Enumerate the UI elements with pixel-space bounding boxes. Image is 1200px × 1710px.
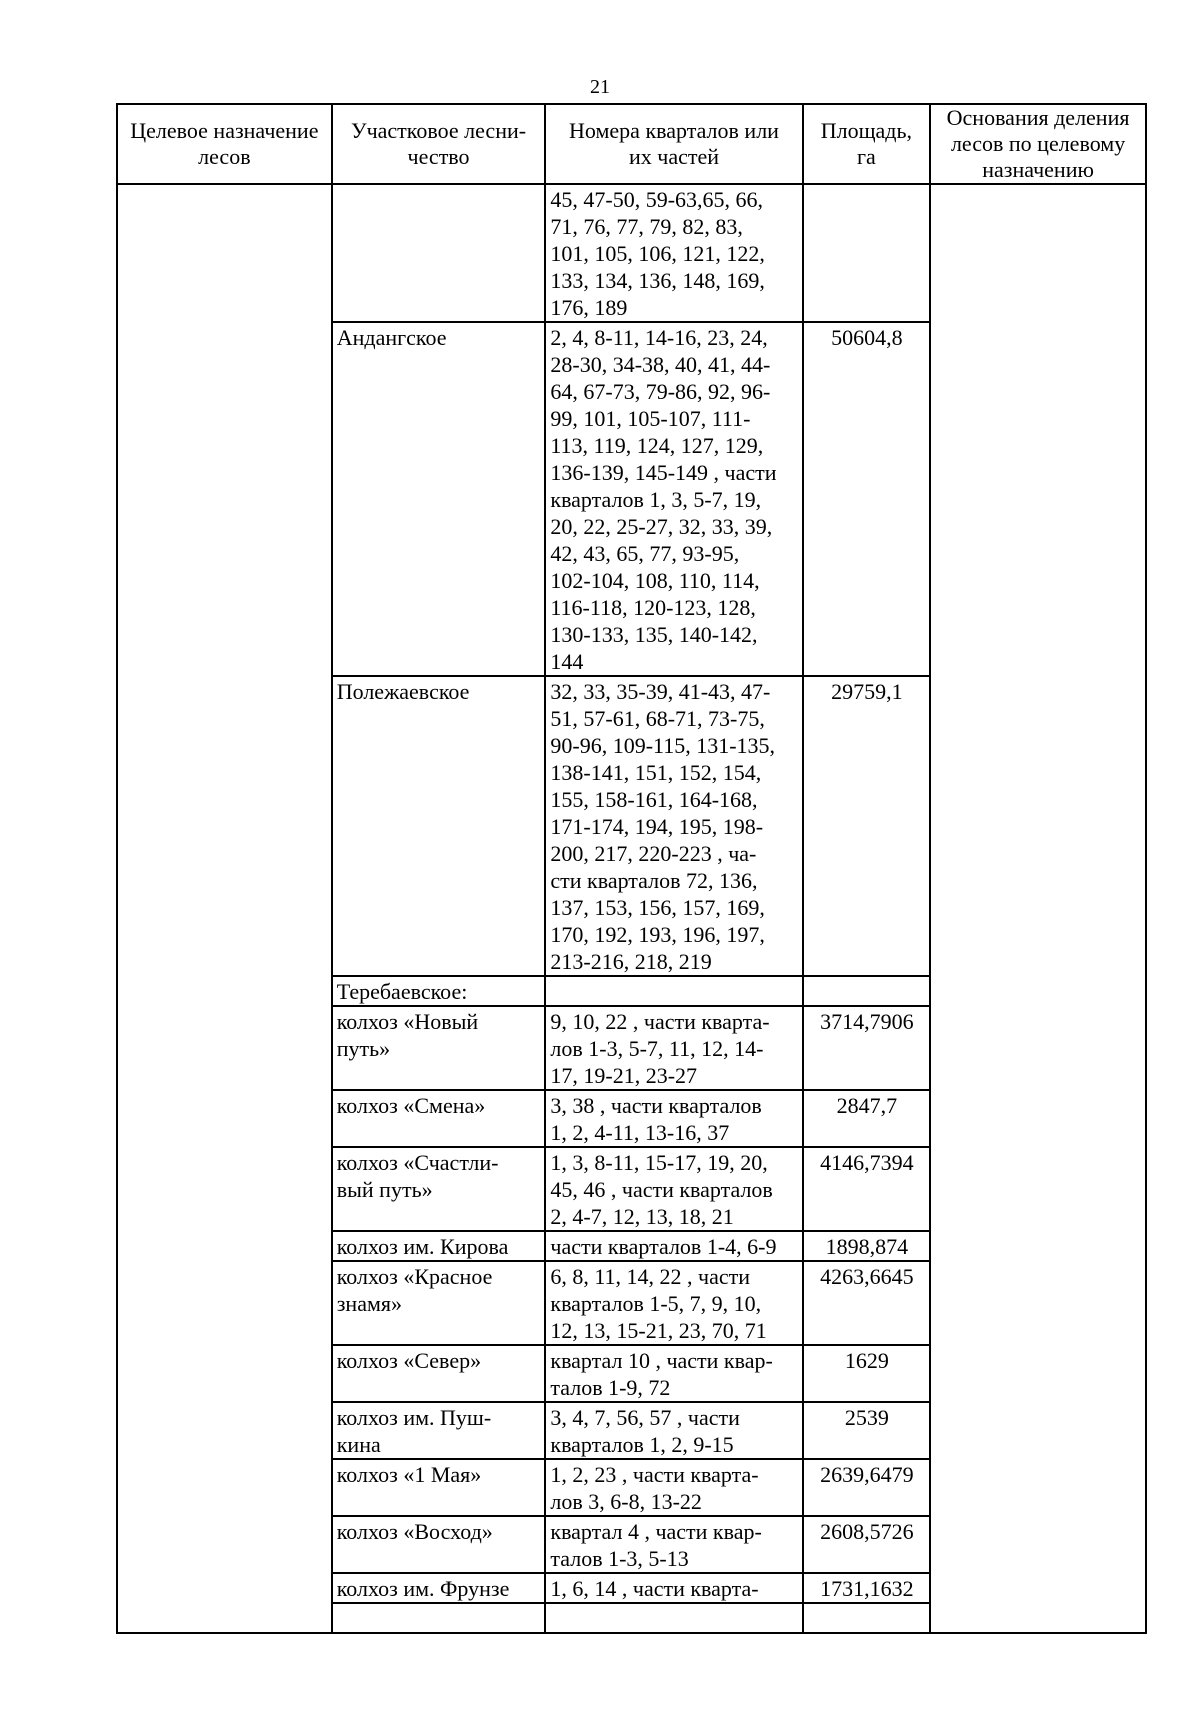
header-quarters: Номера кварталов или их частей (545, 104, 802, 184)
area-cell: 3714,7906 (803, 1006, 931, 1090)
forestry-cell: колхоз «Север» (332, 1345, 546, 1402)
forestry-cell: Полежаевское (332, 676, 546, 976)
quarters-cell: 9, 10, 22 , части кварта- лов 1-3, 5-7, 11, 12, 14- 17, 19-21, 23-27 (545, 1006, 802, 1090)
header-purpose: Целевое назначение лесов (117, 104, 332, 184)
quarters-cell: 1, 3, 8-11, 15-17, 19, 20, 45, 46 , части кварталов 2, 4-7, 12, 13, 18, 21 (545, 1147, 802, 1231)
page-number: 21 (590, 76, 610, 98)
basis-cell (930, 184, 1146, 1633)
area-cell (803, 184, 931, 322)
forest-purpose-table (116, 103, 1147, 1634)
forestry-cell: Теребаевское: (332, 976, 546, 1006)
quarters-cell: квартал 10 , части квар- талов 1-9, 72 (545, 1345, 802, 1402)
quarters-cell: квартал 4 , части квар- талов 1-3, 5-13 (545, 1516, 802, 1573)
area-cell: 4146,7394 (803, 1147, 931, 1231)
forestry-cell: колхоз «1 Мая» (332, 1459, 546, 1516)
forestry-cell: колхоз «Восход» (332, 1516, 546, 1573)
table-header-row (117, 104, 1146, 184)
header-basis: Основания деления лесов по целевому назначению (930, 104, 1146, 184)
forestry-cell (332, 184, 546, 322)
forestry-cell: колхоз «Смена» (332, 1090, 546, 1147)
quarters-cell: 3, 38 , части кварталов 1, 2, 4-11, 13-16, 37 (545, 1090, 802, 1147)
quarters-cell-empty (545, 1603, 802, 1633)
forestry-cell: колхоз «Счастли- вый путь» (332, 1147, 546, 1231)
forestry-cell: колхоз «Новый путь» (332, 1006, 546, 1090)
quarters-cell: 45, 47-50, 59-63,65, 66, 71, 76, 77, 79, 82, 83, 101, 105, 106, 121, 122, 133, 134, 136, 148, 169, 176, 189 (545, 184, 802, 322)
forestry-cell: колхоз им. Пуш- кина (332, 1402, 546, 1459)
area-cell: 2539 (803, 1402, 931, 1459)
quarters-cell: 1, 2, 23 , части кварта- лов 3, 6-8, 13-22 (545, 1459, 802, 1516)
quarters-cell: 32, 33, 35-39, 41-43, 47- 51, 57-61, 68-71, 73-75, 90-96, 109-115, 131-135, 138-141, 151, 152, 154, 155, 158-161, 164-168, 171-174, 194, 195, 198- 200, 217, 220-223 , ча- сти кварталов 72, 136, 137, 153, 156, 157, 169, 170, 192, 193, 196, 197, 213-216, 218, 219 (545, 676, 802, 976)
forestry-cell: колхоз им. Кирова (332, 1231, 546, 1261)
area-cell: 2608,5726 (803, 1516, 931, 1573)
area-cell (803, 976, 931, 1006)
header-forestry: Участковое лесни- чество (332, 104, 546, 184)
forestry-cell: Андангское (332, 322, 546, 676)
purpose-cell (117, 184, 332, 1633)
table-row (117, 184, 1146, 322)
quarters-cell: части кварталов 1-4, 6-9 (545, 1231, 802, 1261)
quarters-cell (545, 976, 802, 1006)
header-area: Площадь, га (803, 104, 931, 184)
area-cell: 1898,874 (803, 1231, 931, 1261)
area-cell: 2639,6479 (803, 1459, 931, 1516)
forestry-cell: колхоз им. Фрунзе (332, 1573, 546, 1603)
area-cell: 1629 (803, 1345, 931, 1402)
area-cell: 4263,6645 (803, 1261, 931, 1345)
area-cell: 29759,1 (803, 676, 931, 976)
quarters-cell: 1, 6, 14 , части кварта- (545, 1573, 802, 1603)
forestry-cell-empty (332, 1603, 546, 1633)
area-cell: 50604,8 (803, 322, 931, 676)
quarters-cell: 6, 8, 11, 14, 22 , части кварталов 1-5, 7, 9, 10, 12, 13, 15-21, 23, 70, 71 (545, 1261, 802, 1345)
area-cell: 1731,1632 (803, 1573, 931, 1603)
area-cell-empty (803, 1603, 931, 1633)
area-cell: 2847,7 (803, 1090, 931, 1147)
quarters-cell: 3, 4, 7, 56, 57 , части кварталов 1, 2, 9-15 (545, 1402, 802, 1459)
quarters-cell: 2, 4, 8-11, 14-16, 23, 24, 28-30, 34-38, 40, 41, 44- 64, 67-73, 79-86, 92, 96- 99, 101, 105-107, 111- 113, 119, 124, 127, 129, 136-139, 145-149 , части кварталов 1, 3, 5-7, 19, 20, 22, 25-27, 32, 33, 39, 42, 43, 65, 77, 93-95, 102-104, 108, 110, 114, 116-118, 120-123, 128, 130-133, 135, 140-142, 144 (545, 322, 802, 676)
forestry-cell: колхоз «Красное знамя» (332, 1261, 546, 1345)
